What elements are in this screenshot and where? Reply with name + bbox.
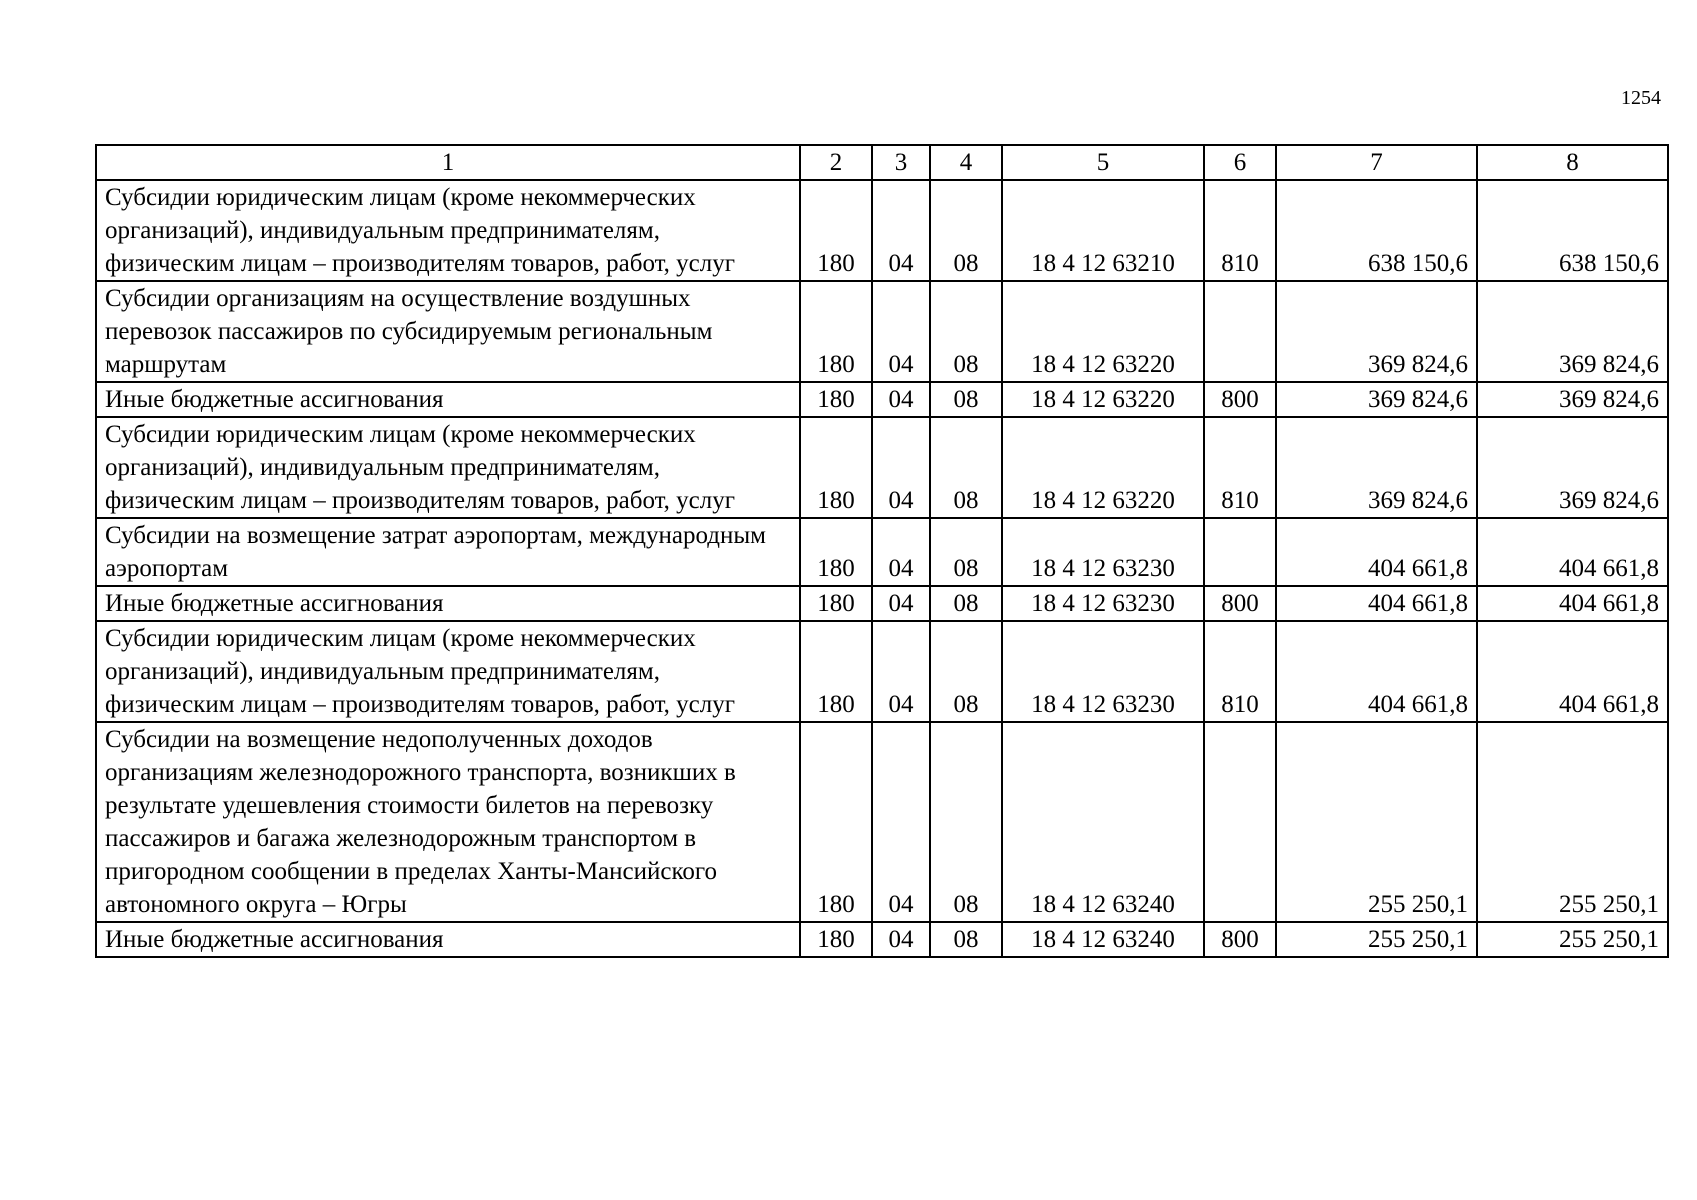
header-cell: 5 (1002, 145, 1204, 180)
cell-col5: 18 4 12 63240 (1002, 922, 1204, 957)
cell-col8: 404 661,8 (1477, 621, 1668, 722)
cell-col6 (1204, 722, 1276, 922)
table-row (96, 922, 1668, 957)
budget-table (95, 144, 1669, 958)
cell-col7: 369 824,6 (1276, 417, 1477, 518)
cell-col5: 18 4 12 63230 (1002, 586, 1204, 621)
cell-col7: 369 824,6 (1276, 382, 1477, 417)
row-description: Субсидии организациям на осуществление воздушных перевозок пассажиров по субсидируемым региональным маршрутам (96, 281, 800, 382)
cell-col3: 04 (872, 417, 930, 518)
row-description: Иные бюджетные ассигнования (96, 382, 800, 417)
cell-col5: 18 4 12 63230 (1002, 621, 1204, 722)
cell-col5: 18 4 12 63240 (1002, 722, 1204, 922)
header-row (96, 145, 1668, 180)
cell-col4: 08 (930, 281, 1002, 382)
table-row (96, 621, 1668, 722)
cell-col3: 04 (872, 180, 930, 281)
cell-col2: 180 (800, 281, 872, 382)
cell-col4: 08 (930, 621, 1002, 722)
cell-col3: 04 (872, 722, 930, 922)
cell-col4: 08 (930, 922, 1002, 957)
cell-col7: 404 661,8 (1276, 518, 1477, 586)
cell-col5: 18 4 12 63220 (1002, 417, 1204, 518)
cell-col2: 180 (800, 518, 872, 586)
cell-col2: 180 (800, 922, 872, 957)
table-row (96, 382, 1668, 417)
cell-col5: 18 4 12 63230 (1002, 518, 1204, 586)
header-cell: 2 (800, 145, 872, 180)
table-row (96, 586, 1668, 621)
row-description: Иные бюджетные ассигнования (96, 922, 800, 957)
cell-col2: 180 (800, 621, 872, 722)
cell-col6: 800 (1204, 382, 1276, 417)
cell-col2: 180 (800, 382, 872, 417)
cell-col7: 369 824,6 (1276, 281, 1477, 382)
cell-col8: 369 824,6 (1477, 382, 1668, 417)
cell-col4: 08 (930, 417, 1002, 518)
cell-col7: 638 150,6 (1276, 180, 1477, 281)
row-description: Субсидии на возмещение недополученных доходов организациям железнодорожного транспорта, возникших в результате удешевления стоимости билетов на перевозку пассажиров и багажа железнодорожным транспортом в пригородном сообщении в пределах Ханты-Мансийского автономного округа – Югры (96, 722, 800, 922)
cell-col8: 255 250,1 (1477, 922, 1668, 957)
cell-col4: 08 (930, 518, 1002, 586)
cell-col3: 04 (872, 586, 930, 621)
header-cell: 6 (1204, 145, 1276, 180)
cell-col7: 404 661,8 (1276, 586, 1477, 621)
header-cell: 1 (96, 145, 800, 180)
cell-col3: 04 (872, 281, 930, 382)
table-row (96, 180, 1668, 281)
cell-col4: 08 (930, 586, 1002, 621)
cell-col6: 800 (1204, 586, 1276, 621)
row-description: Субсидии юридическим лицам (кроме некоммерческих организаций), индивидуальным предпринимателям, физическим лицам – производителям товаров, работ, услуг (96, 621, 800, 722)
header-cell: 4 (930, 145, 1002, 180)
header-cell: 3 (872, 145, 930, 180)
header-cell: 8 (1477, 145, 1668, 180)
cell-col5: 18 4 12 63220 (1002, 281, 1204, 382)
cell-col2: 180 (800, 417, 872, 518)
cell-col6 (1204, 281, 1276, 382)
cell-col4: 08 (930, 382, 1002, 417)
row-description: Иные бюджетные ассигнования (96, 586, 800, 621)
cell-col6: 800 (1204, 922, 1276, 957)
cell-col4: 08 (930, 722, 1002, 922)
cell-col3: 04 (872, 518, 930, 586)
cell-col7: 255 250,1 (1276, 722, 1477, 922)
cell-col8: 255 250,1 (1477, 722, 1668, 922)
cell-col3: 04 (872, 621, 930, 722)
cell-col6: 810 (1204, 180, 1276, 281)
cell-col2: 180 (800, 586, 872, 621)
table-row (96, 518, 1668, 586)
header-cell: 7 (1276, 145, 1477, 180)
table-row (96, 722, 1668, 922)
cell-col8: 369 824,6 (1477, 281, 1668, 382)
row-description: Субсидии юридическим лицам (кроме некоммерческих организаций), индивидуальным предпринимателям, физическим лицам – производителям товаров, работ, услуг (96, 180, 800, 281)
cell-col3: 04 (872, 382, 930, 417)
cell-col3: 04 (872, 922, 930, 957)
cell-col4: 08 (930, 180, 1002, 281)
cell-col8: 404 661,8 (1477, 586, 1668, 621)
cell-col6: 810 (1204, 417, 1276, 518)
cell-col6 (1204, 518, 1276, 586)
cell-col8: 404 661,8 (1477, 518, 1668, 586)
row-description: Субсидии на возмещение затрат аэропортам, международным аэропортам (96, 518, 800, 586)
table-row (96, 281, 1668, 382)
cell-col7: 404 661,8 (1276, 621, 1477, 722)
cell-col6: 810 (1204, 621, 1276, 722)
cell-col2: 180 (800, 722, 872, 922)
cell-col2: 180 (800, 180, 872, 281)
cell-col5: 18 4 12 63220 (1002, 382, 1204, 417)
page-number: 1254 (1621, 87, 1661, 109)
cell-col5: 18 4 12 63210 (1002, 180, 1204, 281)
cell-col7: 255 250,1 (1276, 922, 1477, 957)
cell-col8: 638 150,6 (1477, 180, 1668, 281)
row-description: Субсидии юридическим лицам (кроме некоммерческих организаций), индивидуальным предпринимателям, физическим лицам – производителям товаров, работ, услуг (96, 417, 800, 518)
table-row (96, 417, 1668, 518)
cell-col8: 369 824,6 (1477, 417, 1668, 518)
